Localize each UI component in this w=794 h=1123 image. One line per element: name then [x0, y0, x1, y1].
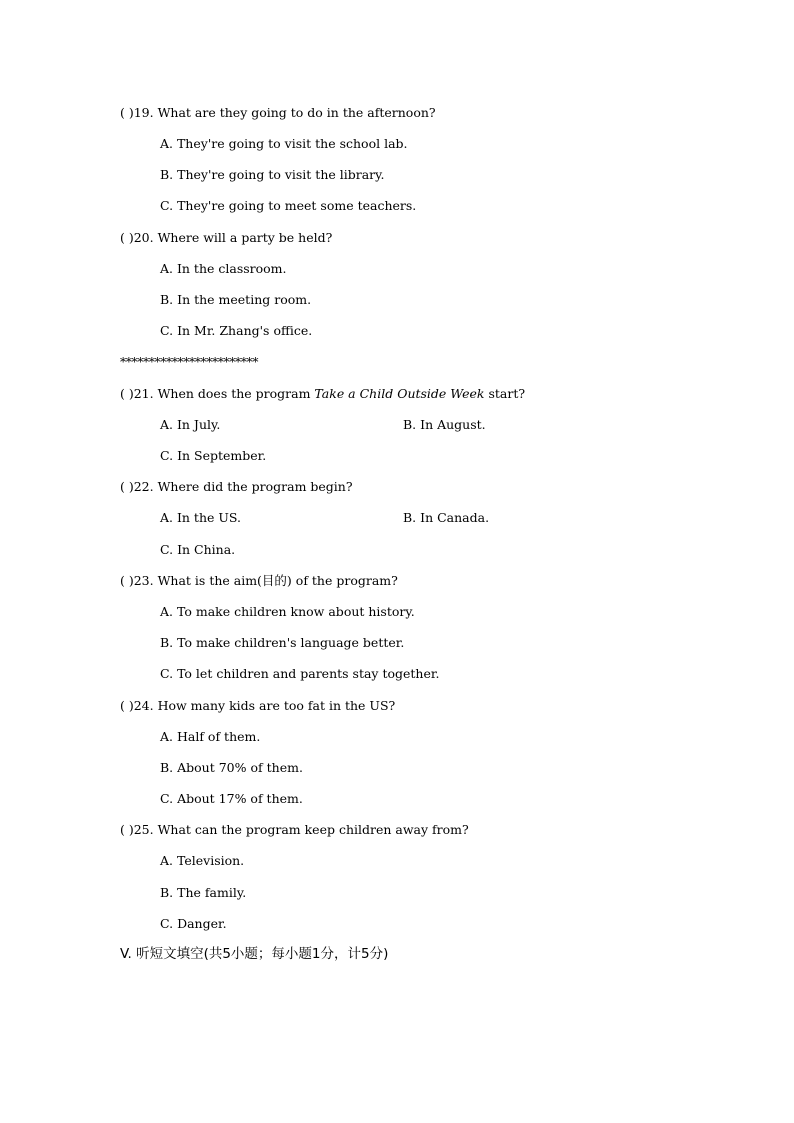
question-21: [120, 386, 525, 402]
option-25-c: C. Danger.: [160, 916, 227, 931]
option-20-c: C. In Mr. Zhang's office.: [160, 323, 313, 338]
option-21-b: B. In August.: [403, 417, 486, 432]
option-19-c: C. They're going to meet some teachers.: [160, 198, 417, 213]
option-22-b: B. In Canada.: [403, 510, 490, 525]
option-20-b: B. In the meeting room.: [160, 292, 312, 307]
option-20-a: A. In the classroom.: [160, 261, 287, 276]
question-21-prefix: ( )21. When does the program: [120, 386, 315, 401]
option-23-c: C. To let children and parents stay together.: [160, 666, 440, 681]
question-22: ( )22. Where did the program begin?: [120, 479, 353, 494]
question-24: ( )24. How many kids are too fat in the US?: [120, 698, 396, 713]
option-22-a: A. In the US.: [160, 510, 242, 525]
option-25-b: B. The family.: [160, 885, 247, 900]
option-23-b: B. To make children's language better.: [160, 635, 405, 650]
option-19-b: B. They're going to visit the library.: [160, 167, 385, 182]
option-23-a: A. To make children know about history.: [160, 604, 415, 619]
question-19: ( )19. What are they going to do in the afternoon?: [120, 105, 436, 120]
option-22-c: C. In China.: [160, 542, 236, 557]
question-23: ( )23. What is the aim(目的) of the program?: [120, 573, 398, 588]
option-24-b: B. About 70% of them.: [160, 760, 303, 775]
option-24-a: A. Half of them.: [160, 729, 261, 744]
option-19-a: A. They're going to visit the school lab.: [160, 136, 408, 151]
option-21-a: A. In July.: [160, 417, 221, 432]
section-v-heading: V. 听短文填空(共5小题；每小题1分，计5分): [120, 946, 389, 962]
question-21-suffix: start?: [484, 386, 526, 401]
separator-stars: ************************: [120, 354, 258, 369]
option-24-c: C. About 17% of them.: [160, 791, 303, 806]
program-title: Take a Child Outside Week: [314, 386, 485, 401]
option-21-c: C. In September.: [160, 448, 267, 463]
question-25: ( )25. What can the program keep children away from?: [120, 822, 469, 837]
option-25-a: A. Television.: [160, 853, 245, 868]
question-20: ( )20. Where will a party be held?: [120, 230, 333, 245]
